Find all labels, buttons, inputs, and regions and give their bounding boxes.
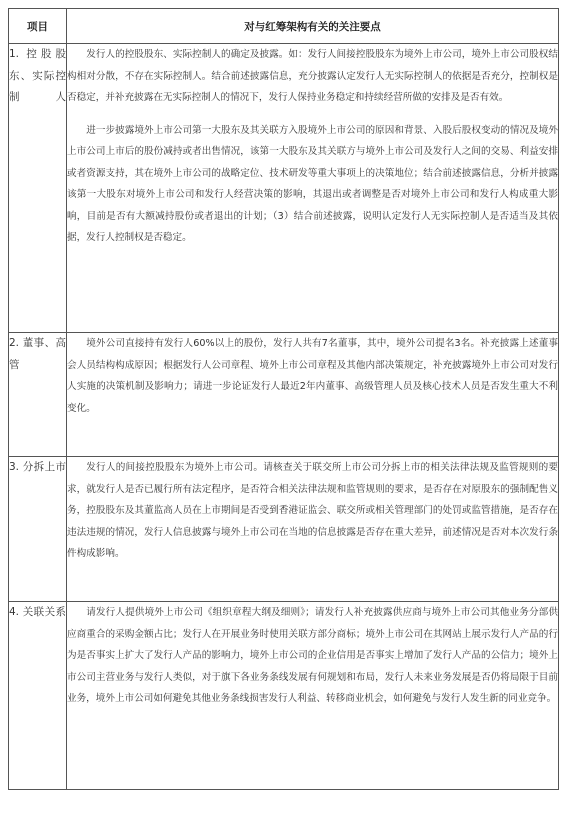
row-content — [67, 333, 559, 457]
row-content — [67, 602, 559, 790]
content-paragraph: 发行人的间接控股股东为境外上市公司。请核查关于联交所上市公司分拆上市的相关法律法规及监管规则的要求，就发行人是否已履行所有法定程序，是否符合相关法律法规和监管规则的要求，是否存在对原股东的强制配售义务，控股股东及其董监高人员在上市期间是否受到香港证监会、联交所或相关管理部门的处罚或监管措施，是否存在违法违规的情况，发行人信息披露与境外上市公司在当地的信息披露是否存在重大差异，前述情况是否对本次发行条件构成影响。 — [67, 462, 558, 559]
header-content: 对与红筹架构有关的关注要点 — [67, 9, 559, 44]
table-header-row — [9, 9, 559, 44]
table-row — [9, 44, 559, 333]
attention-points-table — [8, 8, 559, 790]
row-content — [67, 457, 559, 602]
header-item: 项目 — [9, 9, 67, 44]
table-row — [9, 457, 559, 602]
content-paragraph: 发行人的控股股东、实际控制人的确定及披露。如：发行人间接控股股东为境外上市公司，境外上市公司股权结构相对分散，不存在实际控制人。结合前述披露信息，充分披露认定发行人无实际控制人的依据是否充分，控制权是否稳定，并补充披露在无实际控制人的情况下，发行人保持业务稳定和持续经营所做的安排及是否有效。 — [67, 49, 558, 103]
row-item-label: 4. 关联关系 — [9, 602, 67, 790]
content-paragraph: 进一步披露境外上市公司第一大股东及其关联方入股境外上市公司的原因和背景、入股后股权变动的情况及境外上市公司上市后的股份减持或者出售情况，该第一大股东及其关联方与境外上市公司及发行人之间的交易、利益安排或者资源支持，其在境外上市公司的战略定位、技术研发等重大事项上的决策地位；结合前述披露信息，分析并披露该第一大股东对境外上市公司和发行人经营决策的影响，其退出或者调整是否对境外上市公司和发行人构成重大影响，目前是否有大额减持股份或者退出的计划；（3）结合前述披露，说明认定发行人无实际控制人是否适当及其依据，发行人控制权是否稳定。 — [67, 124, 558, 243]
row-content — [67, 44, 559, 333]
row-item-label: 3. 分拆上市 — [9, 457, 67, 602]
table-row — [9, 333, 559, 457]
row-item-label: 1. 控股股东、实际控制人 — [9, 44, 67, 333]
content-paragraph: 请发行人提供境外上市公司《组织章程大纲及细则》；请发行人补充披露供应商与境外上市公司其他业务分部供应商重合的采购金额占比；发行人在开展业务时使用关联方部分商标；境外上市公司在其网站上展示发行人产品的行为是否事实上扩大了发行人产品的影响力，境外上市公司的企业信用是否事实上增加了发行人产品的公信力；境外上市公司主营业务与发行人类似，对于旗下各业务条线发展有何规划和布局，发行人未来业务发展是否仍将局限于目前业务，境外上市公司如何避免其他业务条线损害发行人利益、转移商业机会，如何避免与发行人发生新的同业竞争。 — [67, 607, 558, 704]
content-paragraph: 境外公司直接持有发行人60%以上的股份，发行人共有7名董事，其中，境外公司提名3名。补充披露上述董事会人员结构构成原因；根据发行人公司章程、境外上市公司章程及其他内部决策规定，补充披露境外上市公司对发行人实施的决策机制及影响力；请进一步论证发行人最近2年内董事、高级管理人员及核心技术人员是否发生重大不利变化。 — [67, 338, 558, 414]
table-row — [9, 602, 559, 790]
row-item-label: 2. 董事、高管 — [9, 333, 67, 457]
